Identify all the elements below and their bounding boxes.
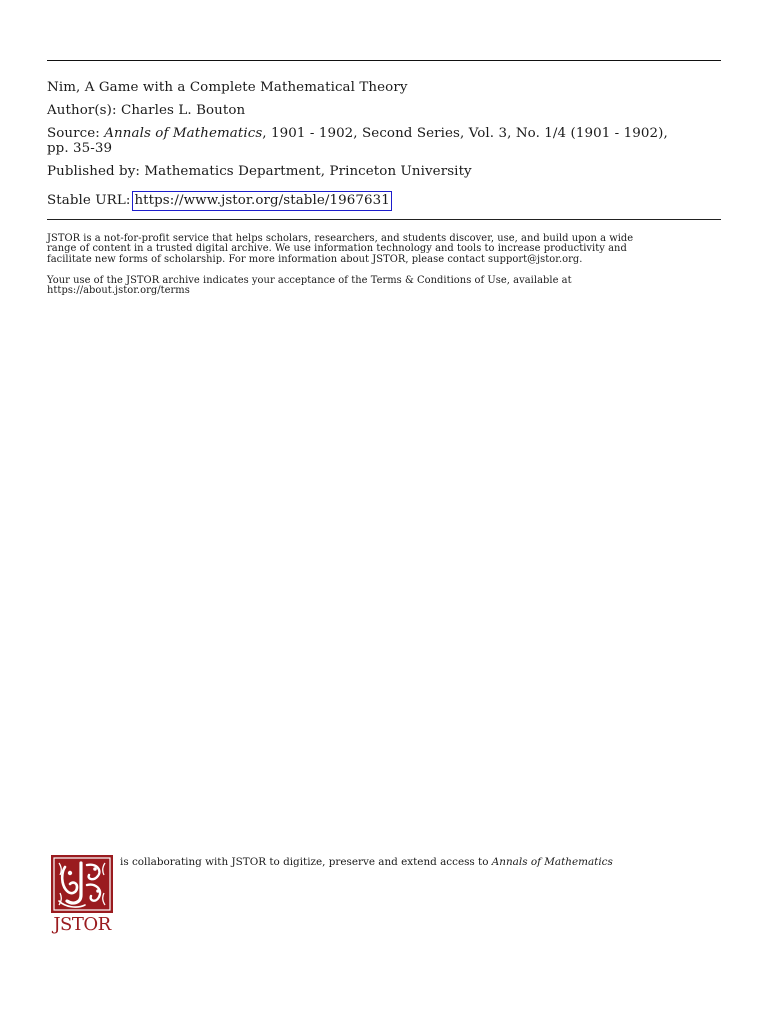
- source-details: , 1901 - 1902, Second Series, Vol. 3, No. 1/4 (1901 - 1902),: [262, 126, 668, 141]
- divider-rule: [47, 219, 721, 220]
- publisher-line: [47, 164, 472, 179]
- notice-line: Your use of the JSTOR archive indicates your acceptance of the Terms & Conditions of Use, available at: [47, 275, 572, 286]
- collaboration-note: [120, 856, 613, 868]
- collab-journal: Annals of Mathematics: [491, 856, 613, 868]
- publisher-label: Published by:: [47, 164, 140, 179]
- author-line: [47, 103, 245, 118]
- source-line: [47, 126, 668, 141]
- jstor-about-notice: [47, 234, 722, 265]
- source-label: Source:: [47, 126, 100, 141]
- terms-link[interactable]: https://about.jstor.org/terms: [47, 285, 190, 297]
- top-rule: [47, 60, 721, 61]
- publisher-name: Mathematics Department, Princeton University: [144, 164, 472, 179]
- source-pages: pp. 35-39: [47, 141, 113, 156]
- stable-url-label: Stable URL:: [47, 193, 131, 208]
- notice-line: facilitate new forms of scholarship. For more information about JSTOR, please contact support@jstor.org.: [47, 253, 583, 265]
- source-journal: Annals of Mathematics: [104, 126, 263, 141]
- terms-notice: [47, 276, 722, 297]
- jstor-emblem-icon: [51, 855, 113, 913]
- jstor-wordmark: JSTOR: [53, 914, 111, 935]
- jstor-logo: [50, 855, 114, 935]
- notice-line: JSTOR is a not-for-profit service that helps scholars, researchers, and students discover, use, and build upon a wide: [47, 233, 634, 244]
- stable-url-line: [47, 191, 392, 211]
- notice-line: range of content in a trusted digital archive. We use information technology and tools to increase productivity and: [47, 243, 627, 255]
- author-name: Charles L. Bouton: [120, 103, 246, 118]
- author-label: Author(s):: [47, 103, 117, 118]
- stable-url-link[interactable]: https://www.jstor.org/stable/1967631: [132, 191, 391, 211]
- article-title: Nim, A Game with a Complete Mathematical Theory: [47, 80, 408, 95]
- collab-text: is collaborating with JSTOR to digitize, preserve and extend access to: [120, 856, 492, 868]
